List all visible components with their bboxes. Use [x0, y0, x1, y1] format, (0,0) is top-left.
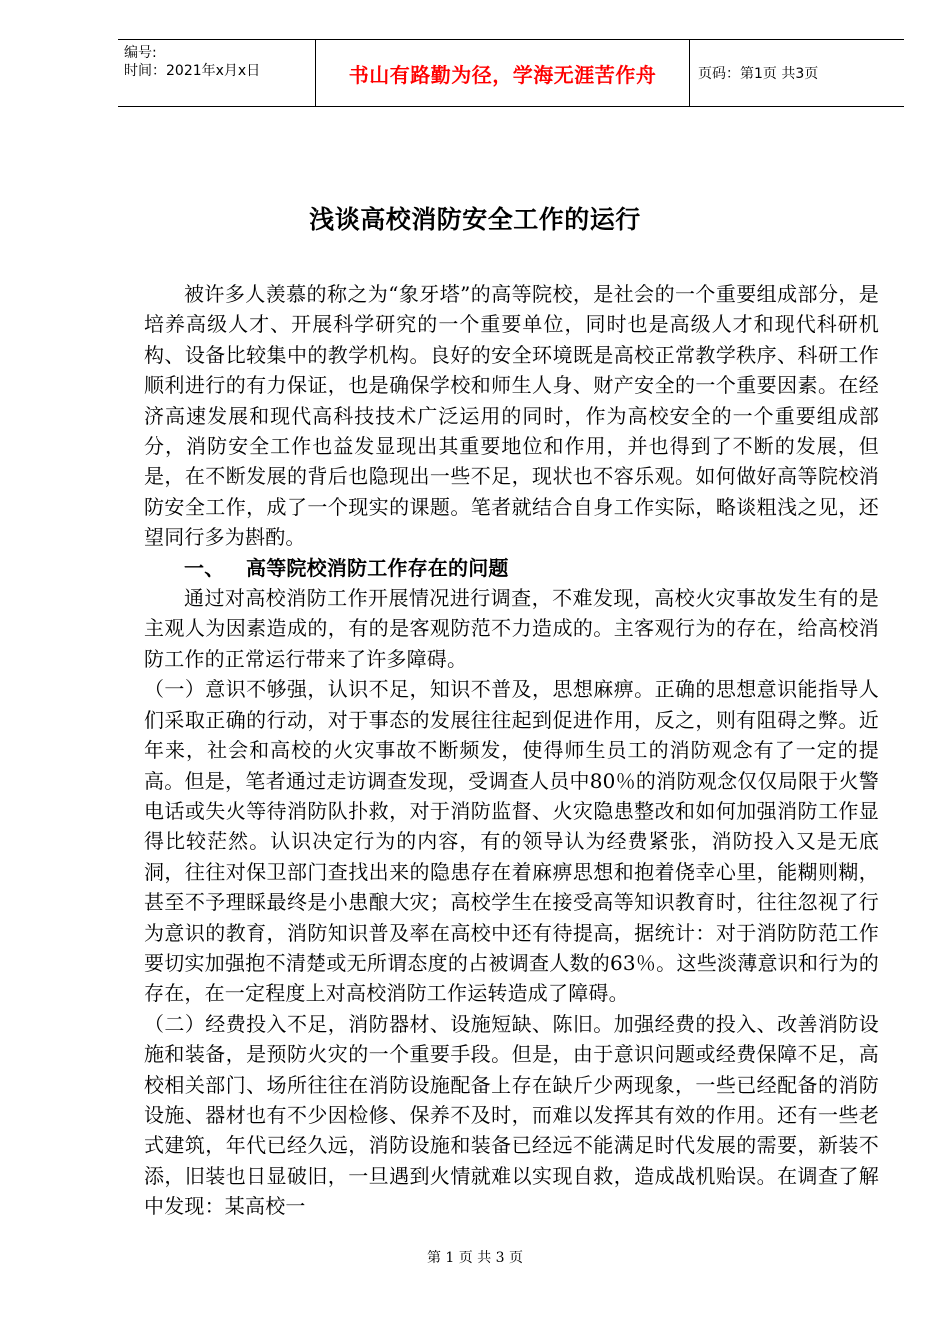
intro-paragraph: 被许多人羡慕的称之为“象牙塔”的高等院校，是社会的一个重要组成部分，是培养高级人才、开展科学研究的一个重要单位，同时也是高级人才和现代科研机构、设备比较集中的教学机构。良好的安全环境既是高校正常教学秩序、科研工作顺利进行的有力保证，也是确保学校和师生人身、财产安全的一个重要因素。在经济高速发展和现代高科技技术广泛运用的同时，作为高校安全的一个重要组成部分，消防安全工作也益发显现出其重要地位和作用，并也得到了不断的发展，但是，在不断发展的背后也隐现出一些不足，现状也不容乐观。如何做好高等院校消防安全工作，成了一个现实的课题。笔者就结合自身工作实际，略谈粗浅之见，还望同行多为斟酌。 — [144, 282, 879, 550]
header-meta-cell — [118, 40, 316, 106]
document-body — [144, 279, 879, 1222]
section-title: 高等院校消防工作存在的问题 — [246, 555, 509, 580]
document-title: 浅谈高校消防安全工作的运行 — [309, 205, 641, 234]
time-label: 时间：2021年x月x日 — [124, 63, 261, 79]
section-intro-paragraph: 通过对高校消防工作开展情况进行调查，不难发现，高校火灾事故发生有的是主观人为因素造成的，有的是客观防范不力造成的。主客观行为的存在，给高校消防工作的正常运行带来了许多障碍。 — [144, 586, 879, 671]
section-number: 一、 — [184, 555, 225, 580]
page-footer: 第 1 页 共 3 页 — [426, 1250, 524, 1266]
header-page-info: 页码：第1页 共3页 — [698, 66, 819, 82]
header-motto: 书山有路勤为径，学海无涯苦作舟 — [316, 40, 690, 106]
point-one-paragraph: （一）意识不够强，认识不足，知识不普及，思想麻痹。正确的思想意识能指导人们采取正确的行动，对于事态的发展往往起到促进作用，反之，则有阻碍之弊。近年来，社会和高校的火灾事故不断频发，使得师生员工的消防观念有了一定的提高。但是，笔者通过走访调查发现，受调查人员中80％的消防观念仅仅局限于火警电话或失火等待消防队扑救，对于消防监督、火灾隐患整改和如何加强消防工作显得比较茫然。认识决定行为的内容，有的领导认为经费紧张，消防投入又是无底洞，往往对保卫部门查找出来的隐患存在着麻痹思想和抱着侥幸心里，能糊则糊，甚至不予理睬最终是小患酿大灾；高校学生在接受高等知识教育时，往往忽视了行为意识的教育，消防知识普及率在高校中还有待提高，据统计：对于消防防范工作要切实加强抱不清楚或无所谓态度的占被调查人数的63％。这些淡薄意识和行为的存在，在一定程度上对高校消防工作运转造成了障碍。 — [144, 677, 879, 1006]
section-heading — [144, 553, 879, 583]
point-two-paragraph: （二）经费投入不足，消防器材、设施短缺、陈旧。加强经费的投入、改善消防设施和装备，是预防火灾的一个重要手段。但是，由于意识问题或经费保障不足，高校相关部门、场所往往在消防设施配备上存在缺斤少两现象，一些已经配备的消防设施、器材也有不少因检修、保养不及时，而难以发挥其有效的作用。还有一些老式建筑，年代已经久远，消防设施和装备已经远不能满足时代发展的需要，新装不添，旧装也日显破旧，一旦遇到火情就难以实现自救，造成战机贻误。在调查了解中发现：某高校一 — [144, 1011, 879, 1219]
header-table — [118, 39, 904, 107]
serial-label: 编号: — [124, 45, 157, 61]
